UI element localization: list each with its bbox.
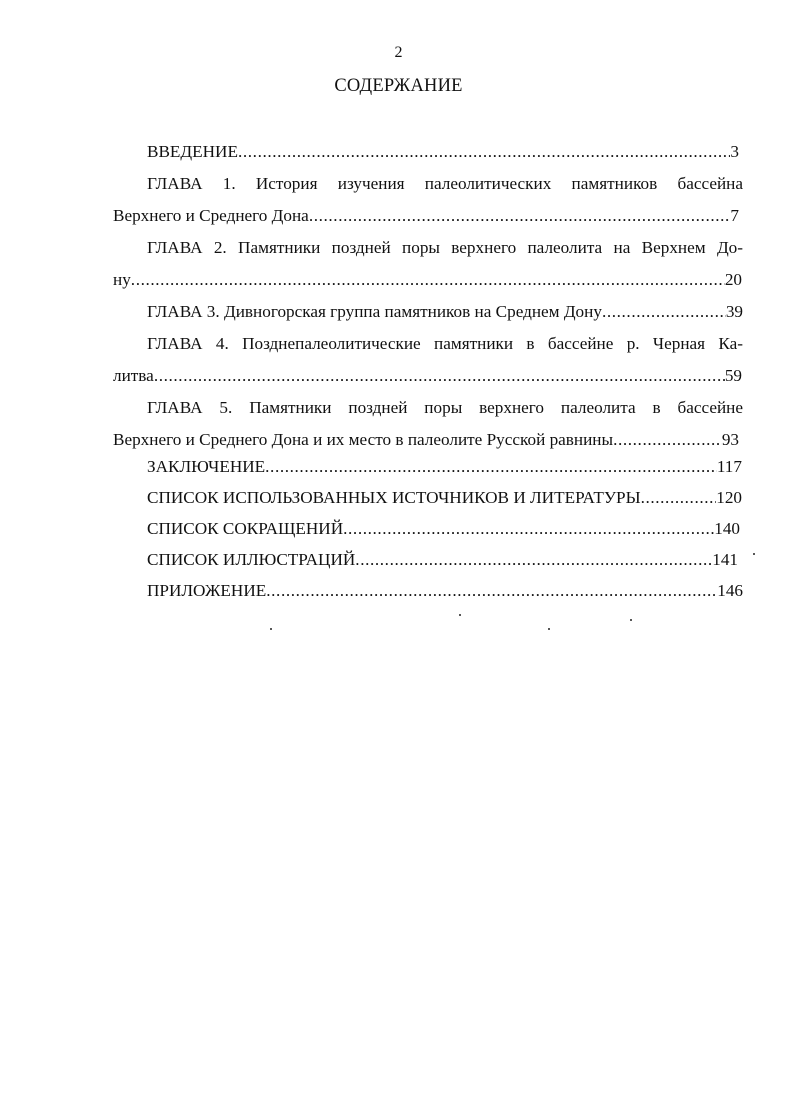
scan-speck — [459, 614, 461, 616]
page-title: СОДЕРЖАНИЕ — [334, 76, 463, 96]
toc-entry-title: ЗАКЛЮЧЕНИЕ — [147, 457, 266, 476]
toc-entry-chapter-5-line2[interactable] — [113, 425, 739, 455]
dot-leader — [355, 545, 712, 575]
dot-leader — [343, 514, 714, 544]
page-number: 2 — [394, 44, 403, 61]
toc-entry-introduction[interactable] — [147, 137, 739, 167]
toc-entry-title: Верхнего и Среднего Дона — [113, 206, 309, 225]
scan-speck — [753, 553, 755, 555]
toc-page-number: 117 — [716, 457, 742, 476]
dot-leader — [309, 201, 731, 231]
toc-entry-sources[interactable] — [147, 483, 742, 513]
dot-leader — [641, 483, 717, 513]
toc-entry-chapter-2-line2[interactable] — [113, 265, 742, 295]
scan-speck — [270, 628, 272, 630]
toc-page-number: 146 — [717, 581, 743, 600]
toc-page-number: 59 — [724, 366, 742, 385]
toc-entry-chapter-2-line1[interactable]: ГЛАВА 2. Памятники поздней поры верхнего палеолита на Верхнем До- — [147, 238, 743, 257]
toc-entry-chapter-1-line2[interactable] — [113, 201, 739, 231]
toc-entry-illustrations[interactable] — [147, 545, 738, 575]
toc-entry-title: ВВЕДЕНИЕ — [147, 142, 238, 161]
toc-page-number: 3 — [730, 142, 739, 161]
scan-speck — [548, 628, 550, 630]
toc-page-number: 140 — [714, 519, 740, 538]
toc-page-number: 120 — [716, 488, 742, 507]
toc-entry-conclusion[interactable] — [147, 452, 742, 482]
toc-page-number: 7 — [730, 206, 739, 225]
dot-leader — [238, 137, 730, 167]
dot-leader — [131, 265, 725, 295]
dot-leader — [154, 361, 725, 391]
toc-entry-title: литва — [113, 366, 154, 385]
toc-page-number: 93 — [721, 430, 739, 449]
toc-entry-chapter-3[interactable] — [147, 297, 743, 327]
toc-page-number: 39 — [725, 302, 743, 321]
toc-entry-title: ну — [113, 270, 131, 289]
toc-entry-chapter-5-line1[interactable]: ГЛАВА 5. Памятники поздней поры верхнего палеолита в бассейне — [147, 398, 743, 417]
dot-leader — [602, 297, 726, 327]
toc-entry-chapter-4-line1[interactable]: ГЛАВА 4. Позднепалеолитические памятники в бассейне р. Черная Ка- — [147, 334, 743, 353]
scan-speck — [630, 619, 632, 621]
dot-leader — [613, 425, 722, 455]
toc-entry-title: ПРИЛОЖЕНИЕ — [147, 581, 267, 600]
toc-entry-title: СПИСОК ИЛЛЮСТРАЦИЙ — [147, 550, 356, 569]
toc-page-number: 20 — [724, 270, 742, 289]
dot-leader — [266, 576, 717, 606]
toc-entry-title: СПИСОК СОКРАЩЕНИЙ — [147, 519, 344, 538]
toc-entry-abbreviations[interactable] — [147, 514, 740, 544]
toc-page-number: 141 — [712, 550, 738, 569]
toc-entry-title: СПИСОК ИСПОЛЬЗОВАННЫХ ИСТОЧНИКОВ И ЛИТЕРАТУРЫ — [147, 488, 641, 507]
toc-entry-appendix[interactable] — [147, 576, 743, 606]
toc-entry-chapter-1-line1[interactable]: ГЛАВА 1. История изучения палеолитических памятников бассейна — [147, 174, 743, 193]
dot-leader — [265, 452, 717, 482]
toc-entry-chapter-4-line2[interactable] — [113, 361, 742, 391]
toc-entry-title: ГЛАВА 3. Дивногорская группа памятников на Среднем Дону — [147, 302, 602, 321]
toc-entry-title: Верхнего и Среднего Дона и их место в палеолите Русской равнины — [113, 430, 614, 449]
